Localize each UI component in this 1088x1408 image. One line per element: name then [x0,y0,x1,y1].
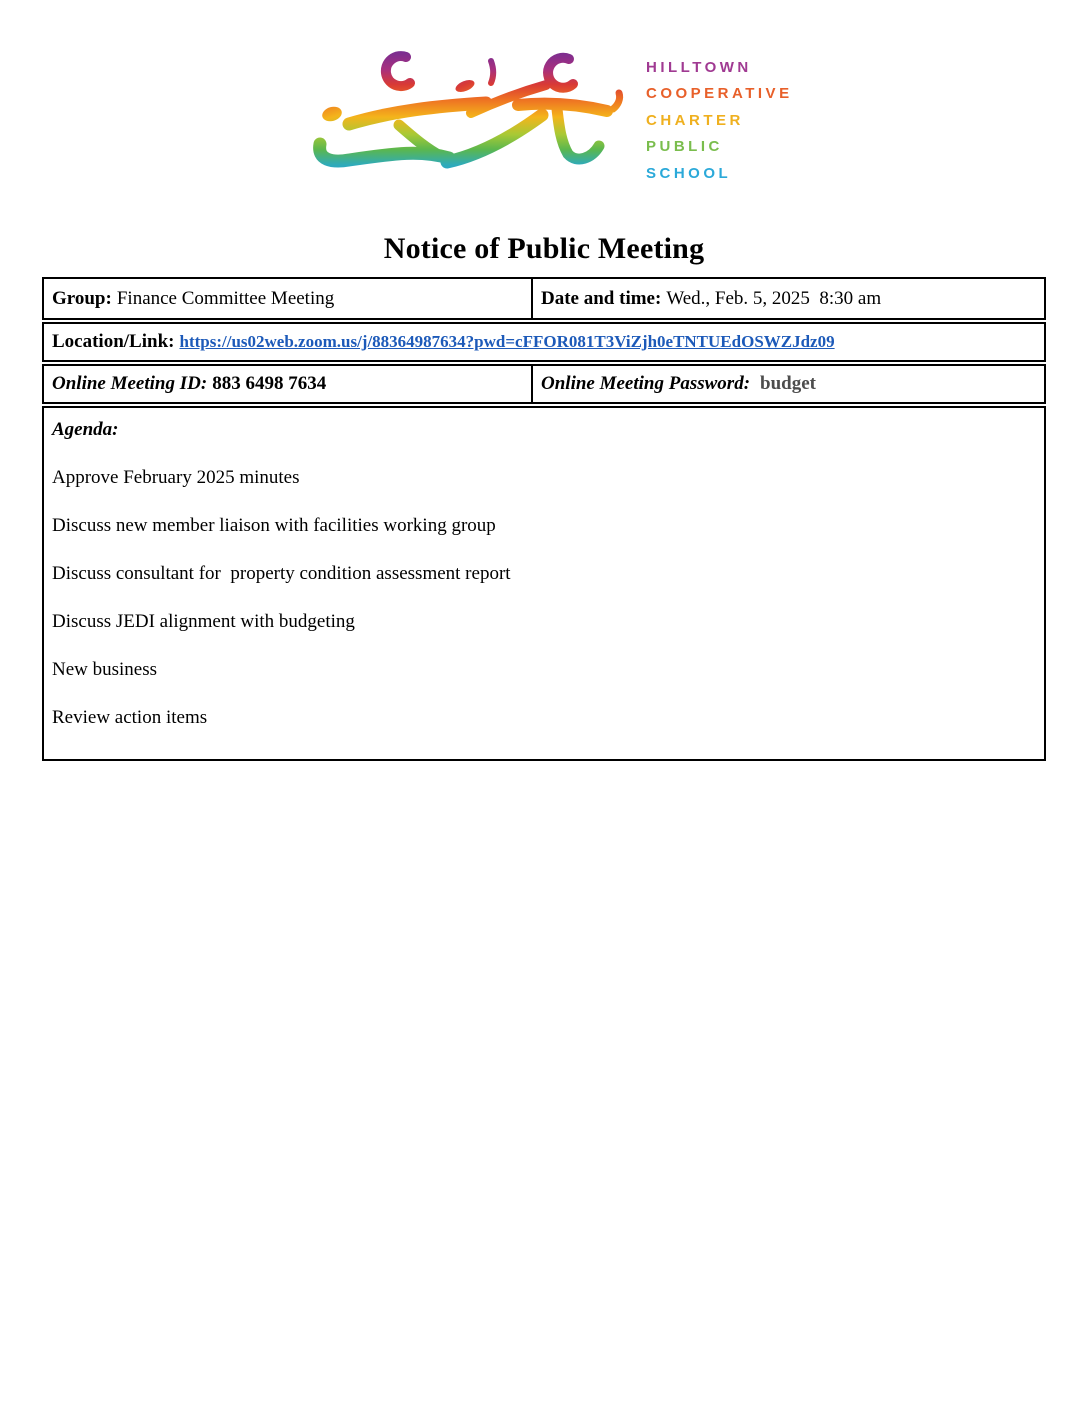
group-value: Finance Committee Meeting [116,287,335,309]
date-time-cell [533,279,1044,318]
table-row-group-date [42,277,1046,320]
group-cell [44,279,533,318]
school-logo-figures-icon [312,42,642,182]
agenda-item: Discuss consultant for property condition assessment report [52,563,511,584]
page-title: Notice of Public Meeting [383,232,705,265]
table-row-location [42,322,1046,362]
school-name-line: SCHOOL [646,164,732,182]
agenda-cell [42,406,1046,761]
school-name-line: COOPERATIVE [646,85,793,103]
zoom-meeting-link[interactable]: https://us02web.zoom.us/j/88364987634?pwd=cFFOR081T3ViZjh0eTNTUEdOSWZJdz09 [179,332,835,351]
agenda-item: Discuss JEDI alignment with budgeting [52,611,355,632]
agenda-item: Review action items [52,707,208,728]
school-name-line: HILLTOWN [646,59,752,76]
school-name-line: PUBLIC [646,138,723,156]
agenda-item: New business [52,659,158,680]
agenda-item: Approve February 2025 minutes [52,467,300,488]
location-label: Location/Link: [52,331,175,352]
school-name [646,55,793,187]
meeting-id-value: 883 6498 7634 [212,373,327,394]
school-name-line: CHARTER [646,111,744,129]
password-value: budget [760,373,816,394]
password-cell [533,366,1044,402]
table-row-id-password [42,364,1046,404]
date-time-value: Wed., Feb. 5, 2025 8:30 am [666,287,882,309]
agenda-label: Agenda: [52,419,119,440]
agenda-item: Discuss new member liaison with facilities working group [52,515,496,536]
meeting-table [42,277,1046,763]
password-label: Online Meeting Password: [541,373,751,394]
meeting-id-cell [44,366,533,402]
date-time-label: Date and time: [541,287,662,309]
group-label: Group: [52,287,112,309]
meeting-id-label: Online Meeting ID: [52,373,208,394]
